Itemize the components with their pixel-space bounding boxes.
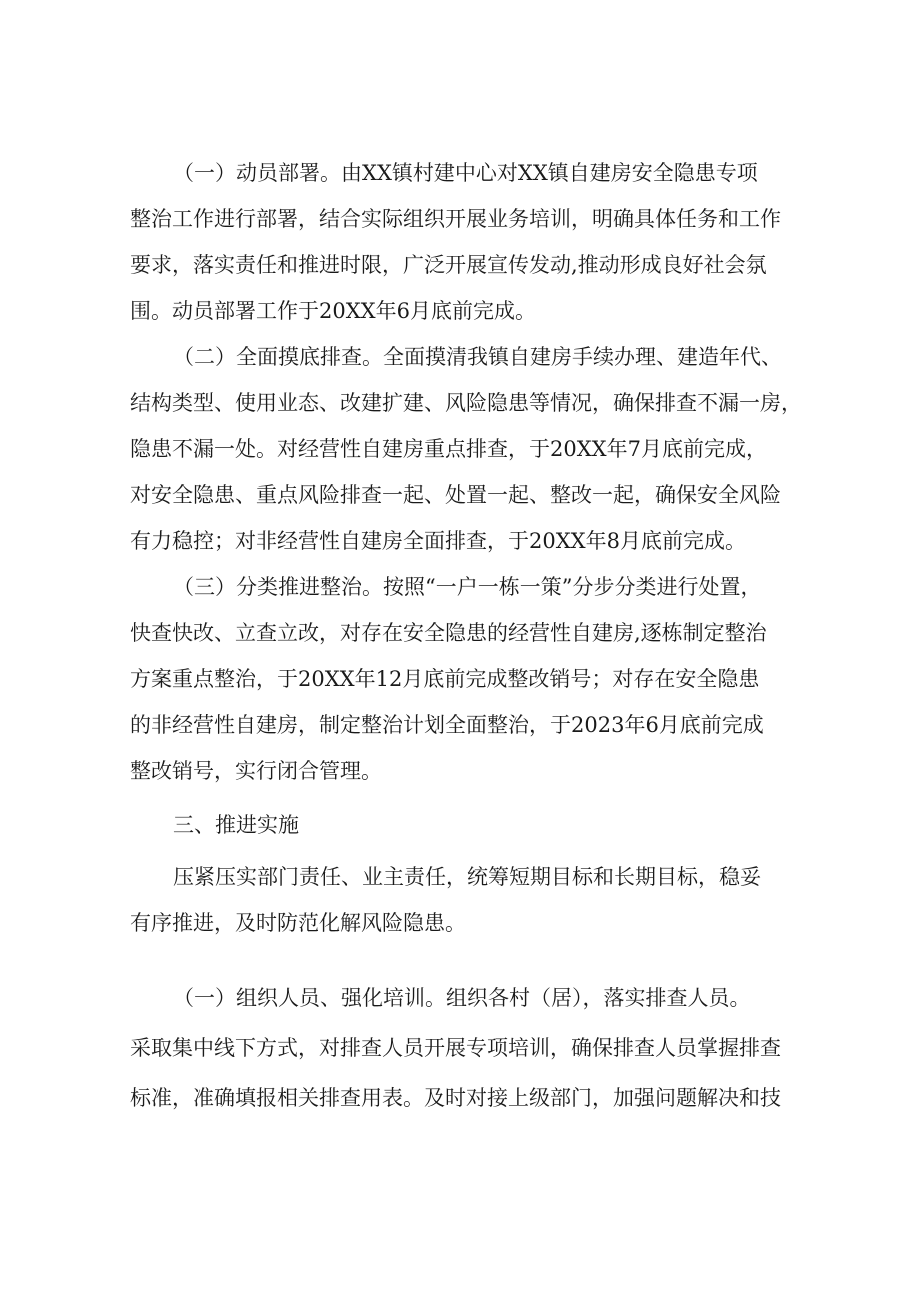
paragraph-survey-line-4: 对安全隐患、重点风险排查一起、处置一起、整改一起，确保安全风险 [130, 483, 781, 507]
paragraph-mobilize-line-4: 围。动员部署工作于20XX年6月底前完成。 [130, 299, 536, 323]
paragraph-remediation-line-3: 方案重点整治，于20XX年12月底前完成整改销号；对存在安全隐患 [130, 667, 760, 691]
paragraph-organize-line-3: 标准，准确填报相关排查用表。及时对接上级部门，加强问题解决和技 [130, 1086, 781, 1110]
paragraph-organize-line-2: 采取集中线下方式，对排查人员开展专项培训，确保排查人员掌握排查 [130, 1036, 781, 1060]
paragraph-organize-line-1: （一）组织人员、强化培训。组织各村（居），落实排查人员。 [173, 986, 751, 1010]
paragraph-remediation-line-2: 快查快改、立查立改，对存在安全隐患的经营性自建房,逐栋制定整治 [130, 621, 767, 645]
section-heading: 三、推进实施 [173, 813, 299, 837]
paragraph-remediation-line-1: （三）分类推进整治。按照“一户一栋一策”分步分类进行处置， [173, 575, 762, 599]
paragraph-survey-line-5: 有力稳控；对非经营性自建房全面排查，于20XX年8月底前完成。 [130, 529, 746, 553]
paragraph-survey-line-1: （二）全面摸底排查。全面摸清我镇自建房手续办理、建造年代、 [173, 345, 782, 369]
paragraph-remediation-line-5: 整改销号，实行闭合管理。 [130, 759, 382, 783]
section-intro-line-2: 有序推进，及时防范化解风险隐患。 [130, 911, 466, 935]
section-intro-line-1: 压紧压实部门责任、业主责任，统筹短期目标和长期目标，稳妥 [173, 865, 761, 889]
paragraph-survey-line-2: 结构类型、使用业态、改建扩建、风险隐患等情况，确保排查不漏一房， [130, 391, 802, 415]
paragraph-survey-line-3: 隐患不漏一处。对经营性自建房重点排查，于20XX年7月底前完成， [130, 437, 767, 461]
paragraph-remediation-line-4: 的非经营性自建房，制定整治计划全面整治，于2023年6月底前完成 [130, 713, 764, 737]
paragraph-mobilize-line-1: （一）动员部署。由XX镇村建中心对XX镇自建房安全隐患专项 [173, 161, 758, 185]
paragraph-mobilize-line-2: 整治工作进行部署，结合实际组织开展业务培训，明确具体任务和工作 [130, 207, 781, 231]
paragraph-mobilize-line-3: 要求，落实责任和推进时限，广泛开展宣传发动,推动形成良好社会氛 [130, 253, 767, 277]
